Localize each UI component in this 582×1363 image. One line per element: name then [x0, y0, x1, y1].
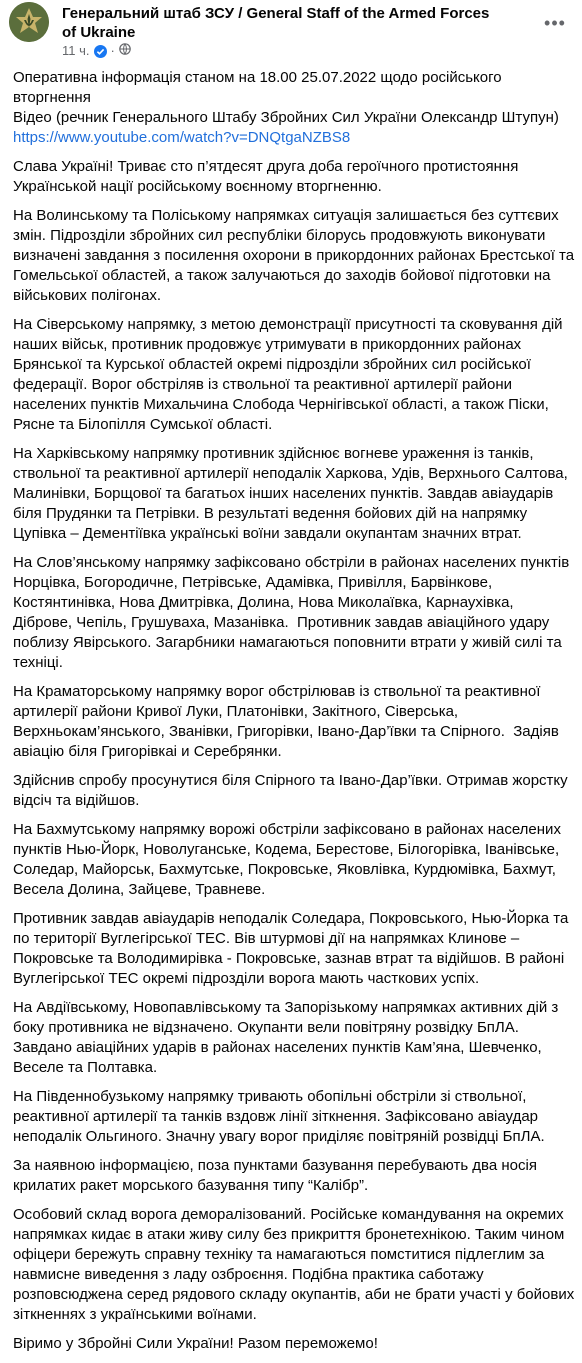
- verified-badge-icon: [94, 45, 107, 58]
- page-avatar[interactable]: [9, 2, 49, 42]
- video-link[interactable]: https://www.youtube.com/watch?v=DNQtgaNZBS8: [13, 129, 351, 146]
- post-meta: [62, 43, 131, 59]
- page-name-link[interactable]: Генеральний штаб ЗСУ / General Staff of the Armed Forces of Ukraine: [62, 5, 490, 41]
- globe-icon[interactable]: [119, 43, 131, 59]
- post-paragraph: На Краматорському напрямку ворог обстрілював із ствольної та реактивної артилерії райони Кривої Луки, Платонівки, Закітного, Сіверська, Верхньокам’янського, Званівки, Григорівки, Івано-Дар’ївки та Спірного. Задіяв авіацію біля Григорівкаі и Серебрянки.: [13, 683, 563, 760]
- post-body: [13, 68, 579, 1363]
- more-options-button[interactable]: [537, 5, 573, 41]
- more-options-icon: •••: [544, 12, 566, 33]
- post-intro: [13, 68, 575, 148]
- post-paragraph: Здійснив спробу просунутися біля Спірного та Івано-Дар’ївки. Отримав жорстку відсіч та відійшов.: [13, 772, 572, 809]
- post-paragraph: Слава Україні! Триває сто п’ятдесят друга доба героїчного протистояння Українськой нації російському воєнному вторгненню.: [13, 158, 523, 195]
- meta-separator: ·: [110, 43, 115, 58]
- post-paragraph: На Південнобузькому напрямку тривають обопільні обстріли зі ствольної, реактивної артилерії та танків вздовж лінії зіткнення. Зафіксовано авіаудар неподалік Ольгиного. Значну увагу ворог приділяє повітряній розвідці БпЛА.: [13, 1088, 545, 1145]
- intro-line: Оперативна інформація станом на 18.00 25.07.2022 щодо російського вторгнення: [13, 69, 506, 106]
- post-closing: Віримо у Збройні Сили України! Разом переможемо!: [13, 1335, 378, 1352]
- post-paragraph: На Слов’янському напрямку зафіксовано обстріли в районах населених пунктів Норцівка, Богородичне, Петрівське, Адамівка, Привілля, Барвінкове, Костянтинівка, Нова Дмитрівка, Долина, Нова Миколаївка, Карнаухівка, Діброве, Чепіль, Грушуваха, Мазанівка. Противник завдав авіаційного удару поблизу Явірського. Загарбники намагаються поповнити втрати у живій силі та техніці.: [13, 554, 574, 671]
- post-paragraph: На Волинському та Поліському напрямках ситуація залишається без суттєвих змін. Підрозділи збройних сил республіки білорусь продовжують виконувати визначені завдання з посилення охорони в прикордонних районах Брестської та Гомельської областей, а також залучаються до заходів бойової підготовки на військових полігонах.: [13, 207, 579, 304]
- post-paragraph: Противник завдав авіаударів неподалік Соледара, Покровського, Нью-Йорка та по території Вуглегірської ТЕС. Вів штурмові дії на напрямках Клинове – Покровське та Володимирівка - Покровське, зазнав втрат та відійшов. В районі Вуглегірської ТЕС окремі підрозділи ворога мають часткових успіх.: [13, 910, 573, 987]
- post-paragraph: На Сіверському напрямку, з метою демонстрації присутності та сковування дій наших військ, противник продовжує утримувати в прикордонних районах Брянської та Курської областей окремі підрозділи збройних сил російської федерації. Ворог обстріляв із ствольної та реактивної артилерії райони населених пунктів Михальчина Слобода Чернігівської області, а також Піски, Рясне та Білопілля Сумської області.: [13, 316, 567, 433]
- post-paragraph: За наявною інформацією, поза пунктами базування перебувають два носія крилатих ракет морського базування типу “Калібр”.: [13, 1157, 542, 1194]
- post-timestamp[interactable]: 11 ч.: [62, 43, 90, 58]
- post-paragraph: Особовий склад ворога деморалізований. Російське командування на окремих напрямках кидає в атаки живу силу без прикриття бронетехнікою. Таким чином офіцери бережуть справну техніку та намагаються помститися підлеглим за навмисне виведення з ладу озброєння. Подібна практика саботажу розповсюджена серед рядового складу окупантів, аби не брати участі у бойових зіткненнях з українськими воїнами.: [13, 1206, 579, 1323]
- post-header: [0, 0, 582, 70]
- intro-line: Відео (речник Генерального Штабу Збройних Сил України Олександр Штупун): [13, 109, 559, 126]
- post-paragraph: На Бахмутському напрямку ворожі обстріли зафіксовано в районах населених пунктів Нью-Йорк, Новолуганське, Кодема, Берестове, Білогорівка, Іванівське, Соледар, Майорськ, Бахмутське, Покровське, Яковлівка, Курдюмівка, Бахмут, Весела Долина, Зайцеве, Травневе.: [13, 821, 566, 898]
- post-paragraph: На Авдіївському, Новопавлівському та Запорізькому напрямках активних дій з боку противника не відзначено. Окупанти вели повітряну розвідку БпЛА. Завдано авіаційних ударів в районах населених пунктів Кам’яна, Шевченко, Веселе та Полтавка.: [13, 999, 563, 1076]
- post-paragraph: На Харківському напрямку противник здійснює вогневе ураження із танків, ствольної та реактивної артилерії неподалік Харкова, Удів, Верхнього Салтова, Малинівки, Борщової та багатьох інших населених пунктів. Завдав авіаударів біля Прудянки та Петрівки. В результаті ведення бойових дій на напрямку Цупівка – Дементіївка українські воїни завдали окупантам значних втрат.: [13, 445, 572, 542]
- general-staff-emblem-icon: [9, 2, 49, 42]
